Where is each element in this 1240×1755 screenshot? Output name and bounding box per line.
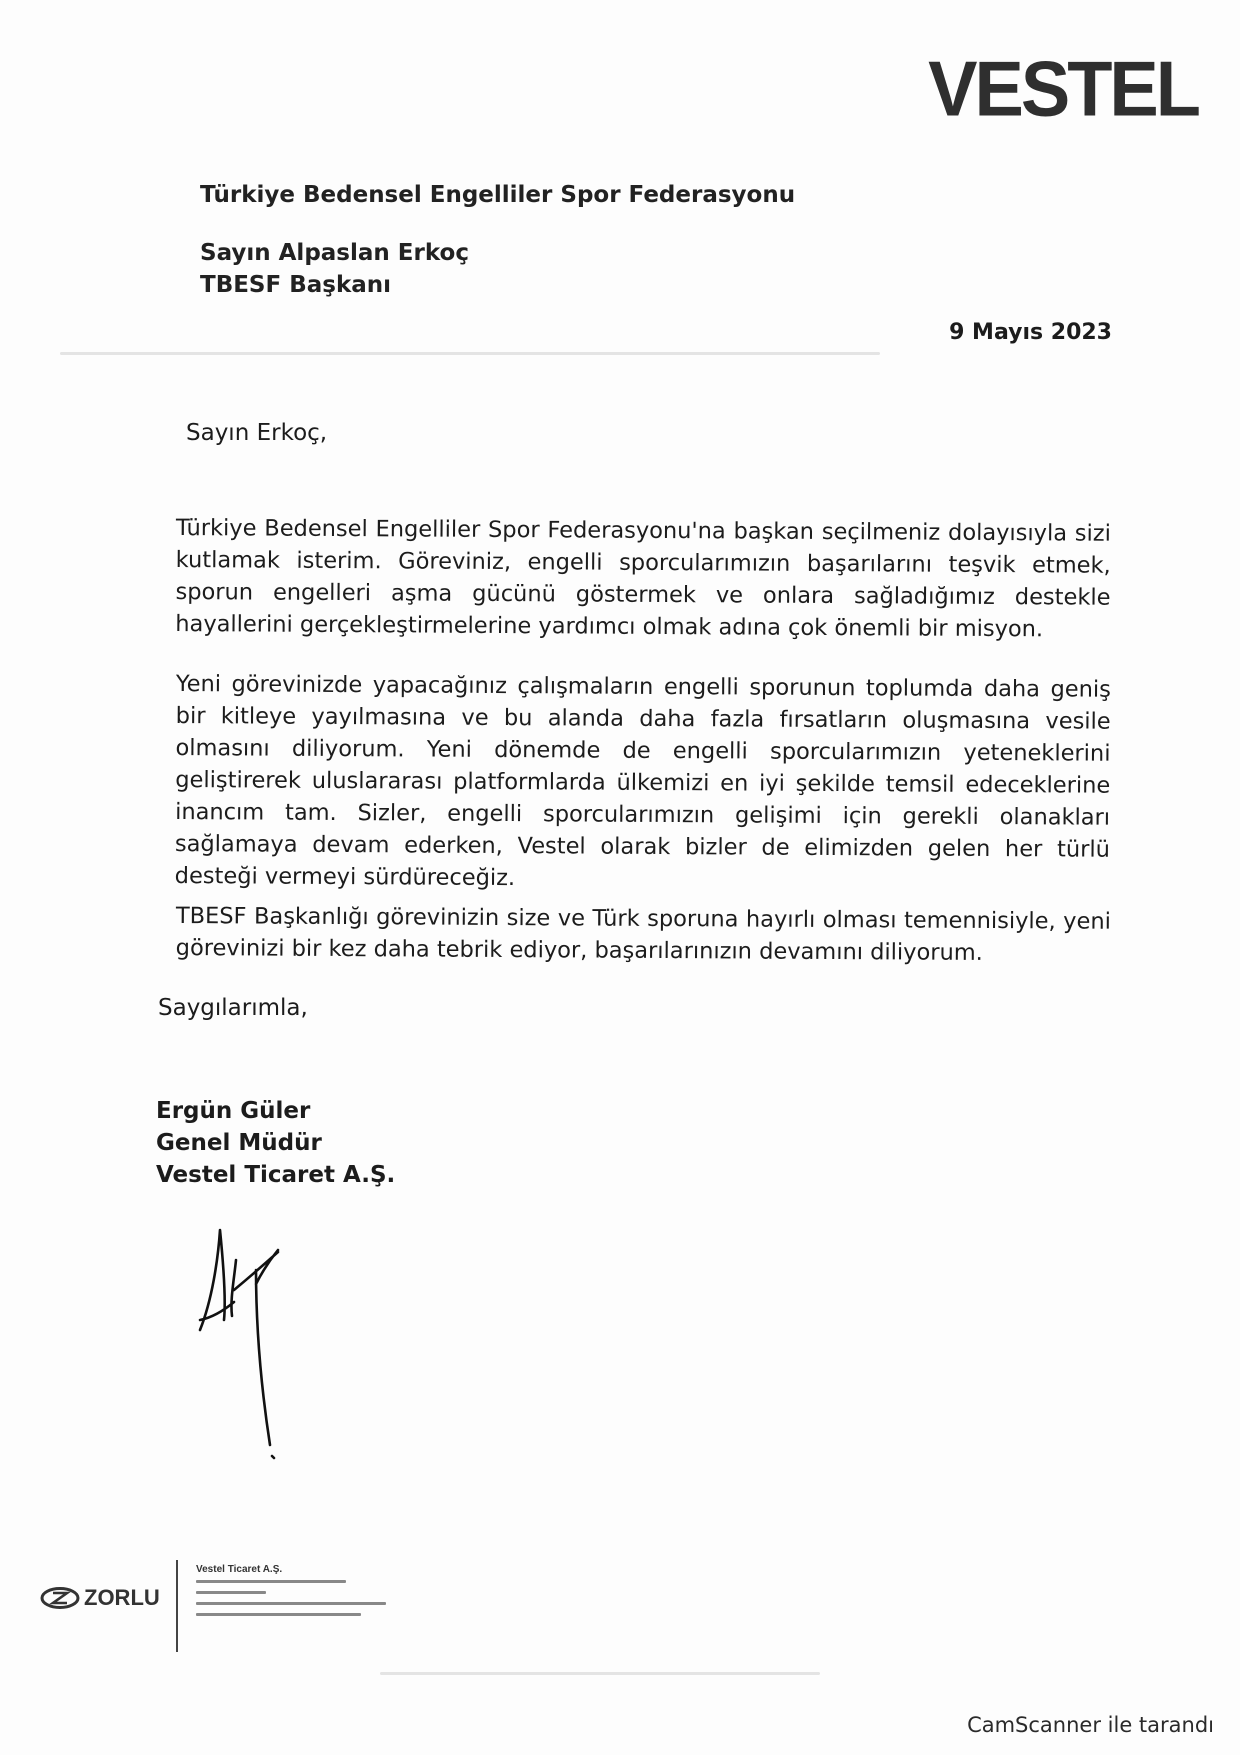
footer-divider [176, 1560, 178, 1652]
recipient-name: Sayın Alpaslan Erkoç [200, 240, 469, 266]
signatory-company: Vestel Ticaret A.Ş. [156, 1162, 396, 1188]
signatory-name: Ergün Güler [156, 1098, 311, 1124]
body-paragraph-2: Yeni görevinizde yapacağınız çalışmaların engelli sporunun toplumda daha geniş bir kitleye yayılmasına ve bu alanda daha fazla fırsatların oluşmasına vesile olmasını diliyorum. Yeni dönemde de engelli sporcularımızın yeteneklerini geliştirerek uluslararası platformlarda ülkemizi en iyi şekilde temsil edeceklerine inancım tam. Sizler, engelli sporcularımızın gelişimi için gerekli olanakları sağlamaya devam ederken, Vestel olarak bizler de elimizden gelen her türlü desteği vermeyi sürdüreceğiz. [174, 670, 1111, 892]
signatory-role: Genel Müdür [156, 1130, 322, 1156]
body-paragraph-3: TBESF Başkanlığı görevinizin size ve Türk sporuna hayırlı olması temennisiyle, yeni görevinizi bir kez daha tebrik ediyor, başarılarınızın devamını diliyorum. [175, 902, 1111, 966]
scanner-watermark: CamScanner ile tarandı [967, 1713, 1214, 1737]
zorlu-mark-icon [40, 1587, 80, 1609]
footer-address-line [196, 1602, 386, 1605]
footer-address-line [196, 1613, 361, 1616]
letter-date: 9 Mayıs 2023 [949, 320, 1112, 345]
footer-company: Vestel Ticaret A.Ş. [196, 1564, 283, 1575]
scan-smudge [60, 352, 880, 355]
footer-address-line [196, 1591, 266, 1594]
recipient-organization: Türkiye Bedensel Engelliler Spor Federasyonu [200, 182, 796, 208]
zorlu-logo-text: ZORLU [84, 1585, 160, 1610]
scan-smudge [380, 1672, 820, 1675]
vestel-logo: VESTEL [928, 44, 1198, 133]
footer-address-block [196, 1580, 396, 1624]
salutation: Sayın Erkoç, [186, 420, 328, 446]
recipient-title: TBESF Başkanı [200, 272, 392, 298]
body-paragraph-1: Türkiye Bedensel Engelliler Spor Federasyonu'na başkan seçilmeniz dolayısıyla sizi kutlamak isterim. Göreviniz, engelli sporcularımızın başarılarını teşvik etmek, sporun engelleri aşma gücünü göstermek ve onlara sağladığımız destekle hayallerini gerçekleştirmelerine yardımcı olmak adına çok önemli bir misyon. [175, 514, 1111, 643]
zorlu-logo [40, 1585, 160, 1611]
footer-address-line [196, 1580, 346, 1583]
closing: Saygılarımla, [158, 995, 308, 1021]
handwritten-signature [190, 1220, 330, 1460]
